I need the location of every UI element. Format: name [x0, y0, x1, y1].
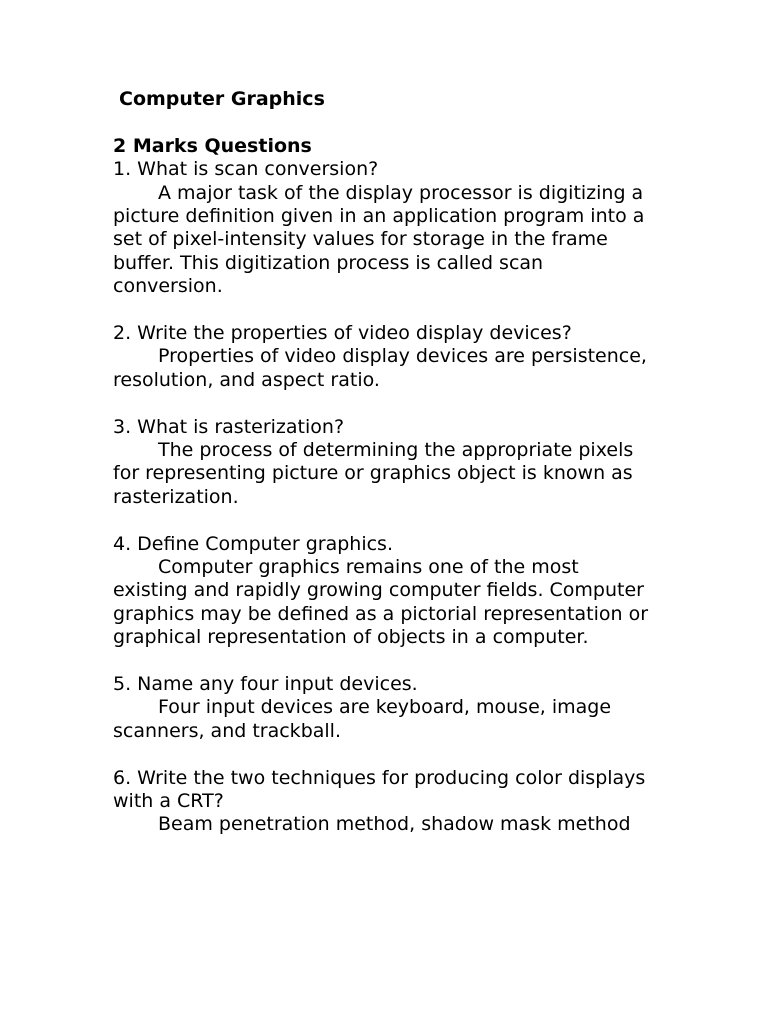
question-text: 1. What is scan conversion?	[113, 158, 379, 181]
answer-text: Beam penetration method, shadow mask method	[158, 813, 631, 836]
question-text: 5. Name any four input devices.	[113, 673, 418, 696]
section-heading: 2 Marks Questions	[113, 134, 312, 157]
question-text: 3. What is rasterization?	[113, 415, 345, 438]
question-block-4	[113, 533, 653, 650]
question-text: 4. Define Computer graphics.	[113, 532, 393, 555]
answer-text: Computer graphics remains one of the most existing and rapidly growing computer fields. Computer graphics may be defined as a pictorial representation or graphical representation of objects in a computer.	[113, 556, 649, 649]
question-block-5	[113, 673, 653, 743]
answer-text: Properties of video display devices are persistence, resolution, and aspect ratio.	[113, 345, 647, 391]
question-block-2	[113, 322, 653, 392]
answer-text: The process of determining the appropriate pixels for representing picture or graphics object is known as rasterization.	[113, 439, 634, 508]
question-block-6	[113, 767, 653, 837]
document-title: Computer Graphics	[119, 88, 325, 110]
question-text: 2. Write the properties of video display devices?	[113, 322, 572, 344]
answer-text: A major task of the display processor is digitizing a picture definition given in an application program into a set of pixel-intensity values for storage in the frame buffer. This digitization process is called scan conversion.	[113, 181, 645, 298]
question-text: 6. Write the two techniques for producing color displays with a CRT?	[113, 766, 646, 813]
answer-text: Four input devices are keyboard, mouse, image scanners, and trackball.	[113, 696, 612, 742]
document-body	[113, 88, 653, 837]
question-block-1	[113, 158, 653, 298]
question-block-3	[113, 416, 653, 510]
